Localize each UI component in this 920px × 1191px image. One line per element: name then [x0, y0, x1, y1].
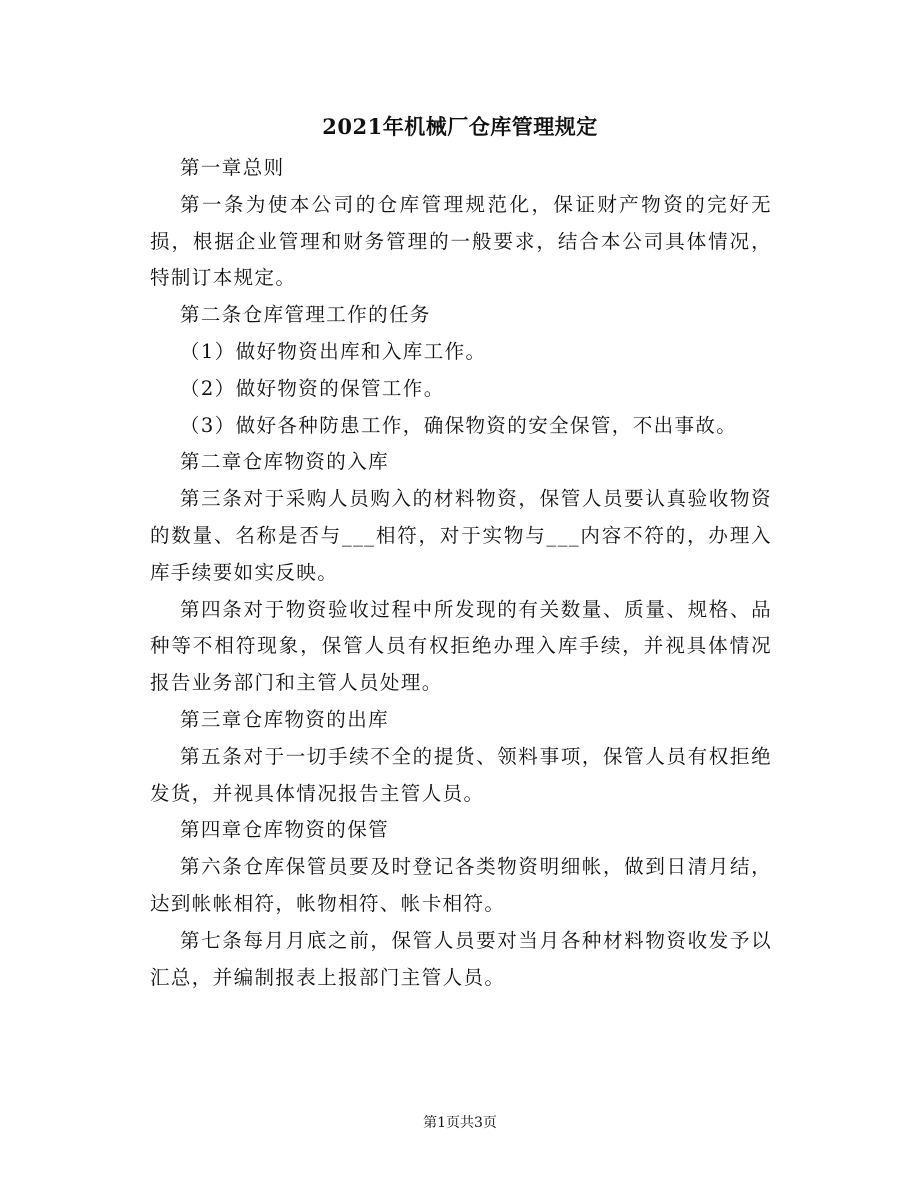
article-paragraph: 第三条对于采购人员购入的材料物资，保管人员要认真验收物资的数量、名称是否与___相符，对于实物与___内容不符的，办理入库手续要如实反映。	[150, 487, 772, 584]
article-paragraph: 第一条为使本公司的仓库管理规范化，保证财产物资的完好无损，根据企业管理和财务管理的一般要求，结合本公司具体情况，特制订本规定。	[150, 192, 772, 290]
chapter-heading: 第二章仓库物资的入库	[180, 450, 390, 474]
article-paragraph: 第五条对于一切手续不全的提货、领料事项，保管人员有权拒绝发货，并视具体情况报告主管人员。	[150, 744, 772, 805]
list-item: （3）做好各种防患工作，确保物资的安全保管，不出事故。	[180, 413, 738, 437]
chapter-heading: 第一章总则	[180, 156, 285, 179]
article-heading: 第二条仓库管理工作的任务	[180, 303, 431, 327]
article-paragraph: 第四条对于物资验收过程中所发现的有关数量、质量、规格、品种等不相符现象，保管人员有权拒绝办理入库手续，并视具体情况报告业务部门和主管人员处理。	[150, 597, 772, 695]
document-title: 2021年机械厂仓库管理规定	[322, 114, 598, 139]
chapter-heading: 第三章仓库物资的出库	[180, 707, 390, 731]
chapter-heading: 第四章仓库物资的保管	[180, 818, 390, 842]
article-paragraph: 第七条每月月底之前，保管人员要对当月各种材料物资收发予以汇总，并编制报表上报部门主管人员。	[150, 928, 772, 989]
list-item: （2）做好物资的保管工作。	[180, 376, 445, 400]
article-paragraph: 第六条仓库保管员要及时登记各类物资明细帐，做到日清月结，达到帐帐相符，帐物相符、帐卡相符。	[150, 855, 772, 915]
document-body	[150, 150, 772, 996]
page-number: 第1页共3页	[423, 1115, 497, 1131]
list-item: （1）做好物资出库和入库工作。	[180, 339, 487, 363]
